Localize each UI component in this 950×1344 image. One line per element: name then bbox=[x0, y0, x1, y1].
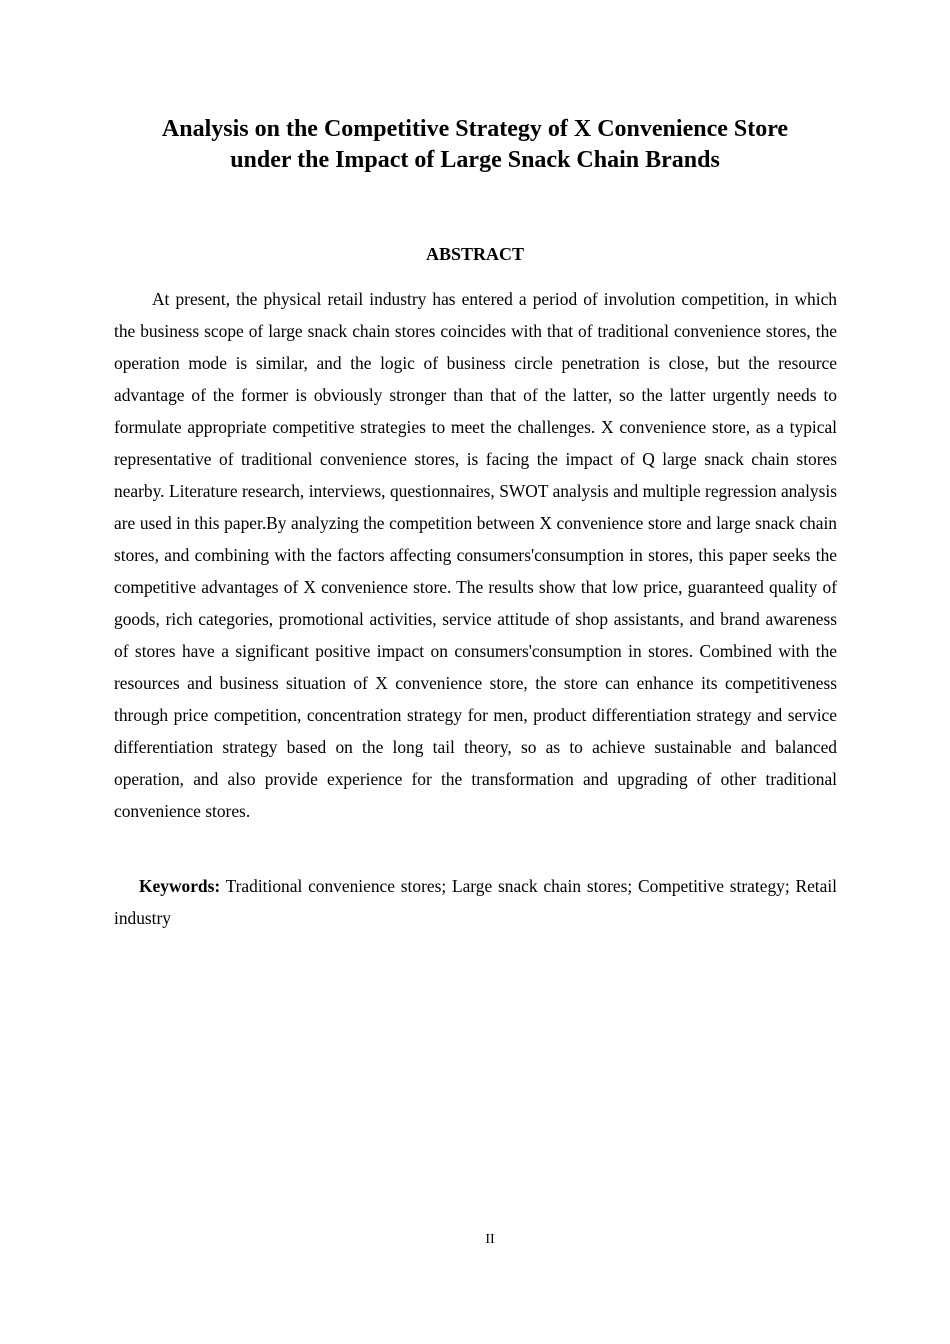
abstract-body: At present, the physical retail industry has entered a period of involution competition, in which the business scope of large snack chain stores coincides with that of traditional convenience stores, the operation mode is similar, and the logic of business circle penetration is close, but the resource advantage of the former is obviously stronger than that of the latter, so the latter urgently needs to formulate appropriate competitive strategies to meet the challenges. X convenience store, as a typical representative of traditional convenience stores, is facing the impact of Q large snack chain stores nearby. Literature research, interviews, questionnaires, SWOT analysis and multiple regression analysis are used in this paper.By analyzing the competition between X convenience store and large snack chain stores, and combining with the factors affecting consumers'consumption in stores, this paper seeks the competitive advantages of X convenience store. The results show that low price, guaranteed quality of goods, rich categories, promotional activities, service attitude of shop assistants, and brand awareness of stores have a significant positive impact on consumers'consumption in stores. Combined with the resources and business situation of X convenience store, the store can enhance its competitiveness through price competition, concentration strategy for men, product differentiation strategy and service differentiation strategy based on the long tail theory, so as to achieve sustainable and balanced operation, and also provide experience for the transformation and upgrading of other traditional convenience stores. bbox=[114, 289, 837, 821]
keywords-paragraph bbox=[114, 870, 837, 934]
paper-title bbox=[100, 114, 850, 176]
abstract-heading: ABSTRACT bbox=[425, 244, 525, 264]
keywords-label: Keywords: bbox=[139, 876, 221, 896]
paper-title-line-1: Analysis on the Competitive Strategy of X Convenience Store bbox=[161, 116, 789, 142]
paper-title-line-2: under the Impact of Large Snack Chain Brands bbox=[230, 147, 720, 173]
keywords-text: Traditional convenience stores; Large snack chain stores; Competitive strategy; Retail industry bbox=[114, 876, 837, 928]
page-number: II bbox=[485, 1232, 495, 1247]
